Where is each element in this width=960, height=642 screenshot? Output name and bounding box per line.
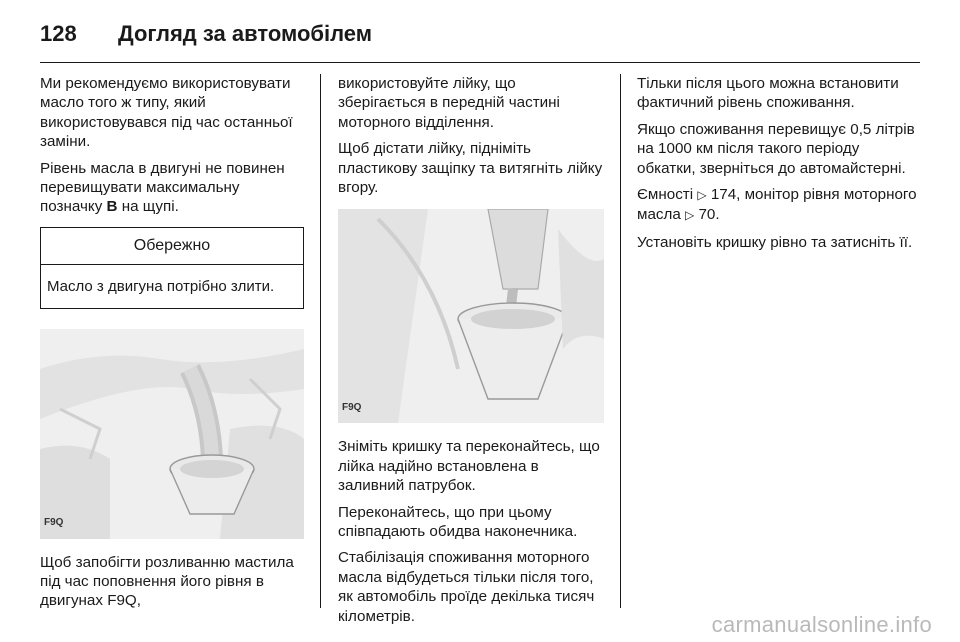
- column-1: [40, 74, 304, 618]
- page-header: [40, 14, 372, 54]
- caution-box: [40, 227, 304, 309]
- caution-body: Масло з двигуна потрібно злити.: [47, 278, 275, 296]
- paragraph: використовуйте лійку, що зберігається в передній частині моторного відділення.: [338, 75, 560, 131]
- page-reference-link[interactable]: 70: [698, 206, 716, 224]
- paragraph: Ми рекомендуємо використовувати масло того ж типу, який використовувався під час останньої заміни.: [40, 75, 293, 151]
- column-divider: [620, 74, 621, 608]
- watermark: carmanualsonline.info: [711, 612, 932, 637]
- funnel-illustration-svg: [338, 209, 604, 423]
- engine-oil-funnel-illustration: [40, 329, 304, 539]
- paragraph: Щоб дістати лійку, підніміть пластикову защіпку та витягніть лійку вгору.: [338, 140, 603, 197]
- paragraph: Ємності ▷ 174, монітор рівня моторного масла ▷ 70.: [637, 185, 917, 226]
- paragraph: Тільки після цього можна встановити фактичний рівень споживання.: [637, 75, 899, 112]
- column-divider: [320, 74, 321, 608]
- column-2: [338, 74, 604, 633]
- caution-title: Обережно: [41, 228, 303, 265]
- triangle-right-icon: ▷: [685, 208, 695, 223]
- page-reference-link[interactable]: 174: [710, 186, 737, 204]
- figure-code: F9Q: [44, 517, 64, 529]
- paragraph: Стабілізація споживання моторного масла відбудеться тільки після того, як автомобіль проїде декілька тисяч кілометрів.: [338, 549, 595, 625]
- page-title: Догляд за автомобілем: [118, 21, 373, 46]
- column-3: [637, 74, 917, 259]
- paragraph: Зніміть кришку та переконайтесь, що лійка надійно встановлена в заливний патрубок.: [338, 438, 600, 495]
- paragraph: Якщо споживання перевищує 0,5 літрів на 1000 км після такого періоду обкатки, зверніться до автомайстерні.: [637, 120, 915, 177]
- paragraph: Установіть кришку рівно та затисніть її.: [637, 233, 913, 251]
- page-number: 128: [40, 21, 77, 46]
- figure-code: F9Q: [342, 402, 362, 414]
- oil-pouring-funnel-illustration: [338, 209, 604, 423]
- dipstick-mark-label: B: [106, 198, 118, 216]
- header-rule: [40, 62, 920, 63]
- triangle-right-icon: ▷: [697, 188, 707, 203]
- paragraph: Рівень масла в двигуні не повинен перевищувати максимальну позначку B на щупі.: [40, 159, 285, 216]
- paragraph: Щоб запобігти розливанню мастила під час поповнення його рівня в двигунах F9Q,: [40, 553, 294, 610]
- paragraph: Переконайтесь, що при цьому співпадають обидва наконечника.: [338, 503, 578, 541]
- engine-illustration-svg: [40, 329, 304, 539]
